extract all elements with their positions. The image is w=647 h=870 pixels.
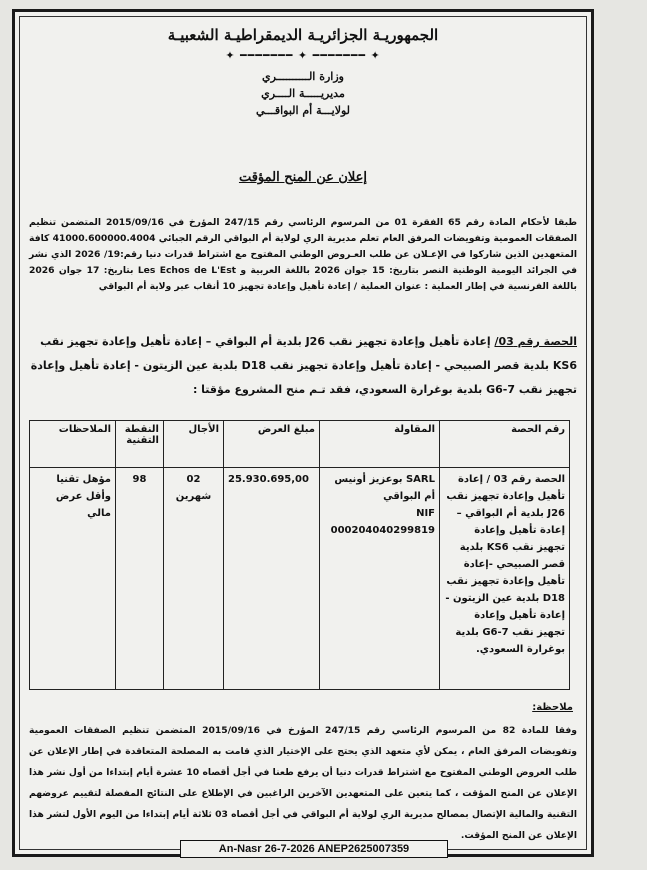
header-contractor: المقاولة <box>320 421 440 468</box>
note-paragraph: وفقا للمادة 82 من المرسوم الرئاسي رقم 247/15 المؤرخ في 2015/09/16 المتضمن تنظيم الصفقات العمومية وتفويضات المرفق العام ، يمكن لأي متعهد الذي يحتج على الإختيار الذي قامت به المصلحة المتعاقدة في إطار الإعلان عن طلب العروض الوطني المفتوح مع اشتراط قدرات دنيا أن يرفع طعنا في أجل أقصاه 10 عشرة أيام إبتداءا من أول نشر هذا الإعلان عن المنح المؤقت ، كما يتعين على المتعهدين الآخرين الراغبين في الإطلاع على النتائج المفصلة لتقييم عروضهم التقنية والمالية الإتصال بمصالح مديرية الري لولاية أم البواقي في أجل أقصاه 03 ثلاثة أيام إبتداءا من اليوم الأول لنشر هذا الإعلان عن المنح المؤقت. <box>29 725 577 841</box>
header-duration: الأجال <box>164 421 224 468</box>
republic-heading: الجمهوريـة الجزائريـة الديمقراطيـة الشعبيـة <box>167 26 439 44</box>
table-header-row <box>30 421 570 468</box>
cell-notes: مؤهل تقنيا وأقل عرض مالي <box>30 468 116 690</box>
nif-label: NIF <box>416 508 435 519</box>
lot-label: الحصة رقم 03/ <box>494 335 577 348</box>
announcement-title: إعلان عن المنح المؤقت <box>238 170 368 185</box>
note-title: ملاحظة: <box>532 702 573 713</box>
header-lot: رقم الحصة <box>440 421 570 468</box>
cell-duration: 02 شهرين <box>164 468 224 690</box>
publication-footer: An-Nasr 26-7-2026 ANEP2625007359 <box>180 840 448 858</box>
intro-paragraph: طبقا لأحكام المادة رقم 65 الفقرة 01 من المرسوم الرئاسي رقم 247/15 المؤرخ في 2015/09/16 المتضمن تنظيم الصفقات العمومية وتفويضات المرفق العام تعلم مديرية الري لولاية أم البواقي الرقم الجبائي 41000.600000.4004 كافة المتعهدين الذين شاركوا في الإعـلان عن طلب العـروض الوطني المفتوح مع اشتراط قدرات دنيا رقم:19/ 2026 الذي نشر في الجرائد اليومية الوطنية النصر بتاريخ: 15 جوان 2026 باللغة العربية و Les Echos de L'Est بتاريخ: 17 جوان 2026 باللغة الفرنسية في إطار العملية : عنوان العملية / إعادة تأهيل وإعادة تجهيز 10 أنقاب عبر ولاية أم البواقي <box>29 217 577 292</box>
announcement-frame <box>12 9 594 857</box>
nif-number: 000204040299819 <box>330 525 435 536</box>
lot-text: إعادة تأهيل وإعادة تجهيز نقب J26 بلدية أم البواقي – إعادة تأهيل وإعادة تجهيز نقب KS6 بلدية قصر الصبيحي - إعادة تأهيل وإعادة تجهيز نقب D18 بلدية عين الزيتون - إعادة تأهيل وإعادة تجهيز نقب G6-7 بلدية بوغرارة السعودي، فقد تـم منح المشروع مؤقتا : <box>30 335 577 396</box>
contractor-city: أم البواقي <box>383 491 435 502</box>
cell-amount: 25.930.695,00 <box>224 468 320 690</box>
cell-contractor <box>320 468 440 690</box>
lot-description <box>29 330 577 402</box>
header-notes: الملاحظات <box>30 421 116 468</box>
cell-score: 98 <box>116 468 164 690</box>
wilaya-name: لولايـــة أم البواقـــي <box>255 104 351 117</box>
ministry-block <box>15 68 591 119</box>
table-row <box>30 468 570 690</box>
header-score: النقطة التقنية <box>116 421 164 468</box>
award-table <box>29 420 570 690</box>
cell-lot: الحصة رقم 03 / إعادة تأهيل وإعادة تجهيز نقب J26 بلدية أم البواقي – إعادة تأهيل وإعادة تجهيز نقب KS6 بلدية قصر الصبيحي -إعادة تأهيل وإعادة تجهيز نقب D18 بلدية عين الزيتون - إعادة تأهيل وإعادة تجهيز نقب G6-7 بلدية بوغرارة السعودي. <box>440 468 570 690</box>
header-amount: مبلغ العرض <box>224 421 320 468</box>
ministry-name: وزارة الــــــــــري <box>262 70 344 83</box>
ornament-divider: ✦ ━━━━━━━ ✦ ━━━━━━━ ✦ <box>225 49 381 62</box>
contractor-name: SARL بوعزيز أونيس <box>334 474 435 485</box>
directorate-name: مديريـــــة الــــري <box>261 87 345 100</box>
